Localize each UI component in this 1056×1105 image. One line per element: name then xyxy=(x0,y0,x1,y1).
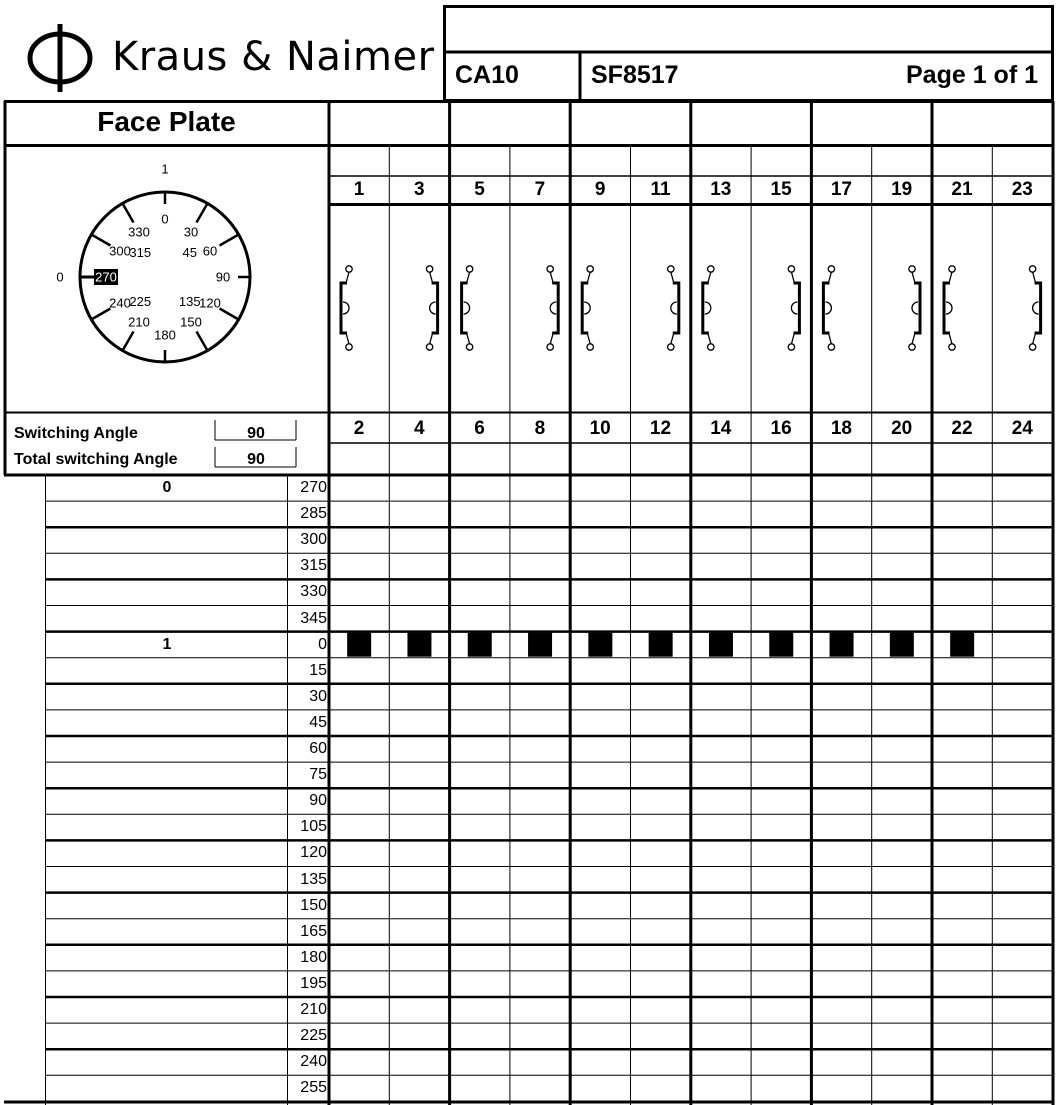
switching-angle-label: Switching Angle xyxy=(14,425,138,442)
closed-contact-block xyxy=(769,633,793,657)
dial-ring-label: 300 xyxy=(109,243,131,259)
terminal-bottom-12: 12 xyxy=(649,418,672,439)
position-angle: 195 xyxy=(300,974,327,992)
position-angle: 270 xyxy=(300,479,327,496)
terminal-bottom-4: 4 xyxy=(414,418,425,439)
terminal-top-19: 19 xyxy=(891,179,913,200)
position-angle: 120 xyxy=(300,844,327,862)
dial-tick xyxy=(220,235,239,246)
position-angle: 210 xyxy=(300,1001,327,1018)
dial-tick xyxy=(197,203,208,222)
position-angle: 30 xyxy=(309,687,327,705)
terminal-bottom-20: 20 xyxy=(891,418,913,439)
dial-tick xyxy=(220,309,239,320)
dial-position-label: 1 xyxy=(161,161,169,177)
closed-contact-block xyxy=(830,633,854,657)
contact-symbol xyxy=(788,266,799,350)
terminal-top-7: 7 xyxy=(534,179,546,200)
position-angle: 165 xyxy=(300,922,327,940)
position-angle: 15 xyxy=(309,661,327,679)
switching-angle-value: 90 xyxy=(247,425,265,442)
terminal-bottom-2: 2 xyxy=(353,418,365,439)
brand-name: Kraus & Naimer xyxy=(112,34,435,80)
terminal-bottom-10: 10 xyxy=(589,418,611,439)
contact-symbol xyxy=(1029,266,1040,350)
contact-symbol xyxy=(462,266,473,350)
terminal-top-21: 21 xyxy=(951,179,973,200)
terminal-top-1: 1 xyxy=(353,179,365,200)
contact-symbol xyxy=(703,266,714,350)
contact-symbol xyxy=(341,266,352,350)
position-angle: 135 xyxy=(300,870,327,888)
position-angle: 225 xyxy=(300,1027,327,1045)
position-angle: 90 xyxy=(309,792,327,810)
phi-logo-icon xyxy=(22,20,98,96)
terminal-top-17: 17 xyxy=(830,179,852,200)
dial-ring-label: 330 xyxy=(128,224,150,240)
kraus-naimer-logo xyxy=(22,20,98,96)
dial-inner-label: 315 xyxy=(129,244,152,260)
position-angle: 150 xyxy=(300,896,327,914)
terminal-top-23: 23 xyxy=(1011,179,1033,200)
contact-symbol xyxy=(582,266,593,350)
position-angle: 0 xyxy=(318,635,327,653)
total-switching-angle-value: 90 xyxy=(247,451,265,468)
position-angle: 300 xyxy=(300,531,327,549)
position-angle: 105 xyxy=(300,818,327,836)
terminal-top-11: 11 xyxy=(650,179,671,200)
position-angle: 330 xyxy=(300,583,327,601)
dial-inner-label: 225 xyxy=(129,294,152,310)
closed-contact-block xyxy=(468,633,492,657)
contact-symbol xyxy=(668,266,679,350)
dial-tick xyxy=(123,332,134,351)
closed-contact-block xyxy=(950,633,974,657)
dial-ring-label: 180 xyxy=(154,327,176,343)
closed-contact-block xyxy=(407,633,431,657)
dial-ring-label: 0 xyxy=(161,211,169,227)
terminal-top-3: 3 xyxy=(414,179,425,200)
position-label: 0 xyxy=(162,479,172,496)
dial-ring-label: 210 xyxy=(128,314,150,330)
position-label: 1 xyxy=(162,635,172,653)
contact-symbol xyxy=(944,266,955,350)
terminal-bottom-16: 16 xyxy=(770,418,792,439)
closed-contact-block xyxy=(890,633,914,657)
position-angle: 345 xyxy=(300,609,327,627)
dial-inner-label: 45 xyxy=(182,244,197,260)
dial-ring-label: 90 xyxy=(215,269,231,285)
contact-symbol xyxy=(426,266,437,350)
page-indicator: Page 1 of 1 xyxy=(906,61,1038,89)
position-angle: 285 xyxy=(300,505,327,523)
dial-ring-label: 120 xyxy=(199,295,221,311)
face-plate-dial xyxy=(40,155,290,405)
closed-contact-block xyxy=(649,633,673,657)
position-angle: 315 xyxy=(300,557,327,575)
closed-contact-block xyxy=(347,633,371,657)
terminal-bottom-22: 22 xyxy=(951,418,973,439)
terminal-top-5: 5 xyxy=(474,179,485,200)
position-angle: 60 xyxy=(309,740,327,757)
face-plate-title: Face Plate xyxy=(97,106,236,137)
dial-ring-label: 240 xyxy=(109,295,131,311)
terminal-bottom-8: 8 xyxy=(534,418,546,439)
dial-tick xyxy=(123,203,134,222)
terminal-top-13: 13 xyxy=(710,179,732,200)
position-angle: 180 xyxy=(300,948,327,966)
contact-symbol xyxy=(823,266,834,350)
terminal-bottom-6: 6 xyxy=(474,418,485,439)
terminal-bottom-18: 18 xyxy=(830,418,852,439)
position-angle: 45 xyxy=(309,713,327,731)
dial-tick xyxy=(197,332,208,351)
terminal-bottom-24: 24 xyxy=(1011,418,1033,439)
position-angle: 75 xyxy=(309,766,327,784)
terminal-bottom-14: 14 xyxy=(710,418,732,439)
dial-tick xyxy=(91,309,110,320)
terminal-top-15: 15 xyxy=(770,179,792,200)
series-code: CA10 xyxy=(455,61,519,89)
dial-position-label: 0 xyxy=(56,269,64,285)
dial-pointer-label: 270 xyxy=(95,269,117,285)
dial-inner-label: 135 xyxy=(178,294,201,310)
contact-symbol xyxy=(909,266,920,350)
dial-tick xyxy=(91,235,110,246)
diagram-code: SF8517 xyxy=(591,61,679,89)
terminal-top-9: 9 xyxy=(594,179,606,200)
closed-contact-block xyxy=(528,633,552,657)
contact-symbol xyxy=(547,266,558,350)
position-angle: 255 xyxy=(300,1079,327,1097)
closed-contact-block xyxy=(588,633,612,657)
closed-contact-block xyxy=(709,633,733,657)
total-switching-angle-label: Total switching Angle xyxy=(14,451,178,468)
position-angle: 240 xyxy=(300,1053,327,1071)
dial-ring-label: 60 xyxy=(202,243,218,259)
dial-ring-label: 30 xyxy=(183,224,199,240)
dial-ring-label: 150 xyxy=(180,314,202,330)
